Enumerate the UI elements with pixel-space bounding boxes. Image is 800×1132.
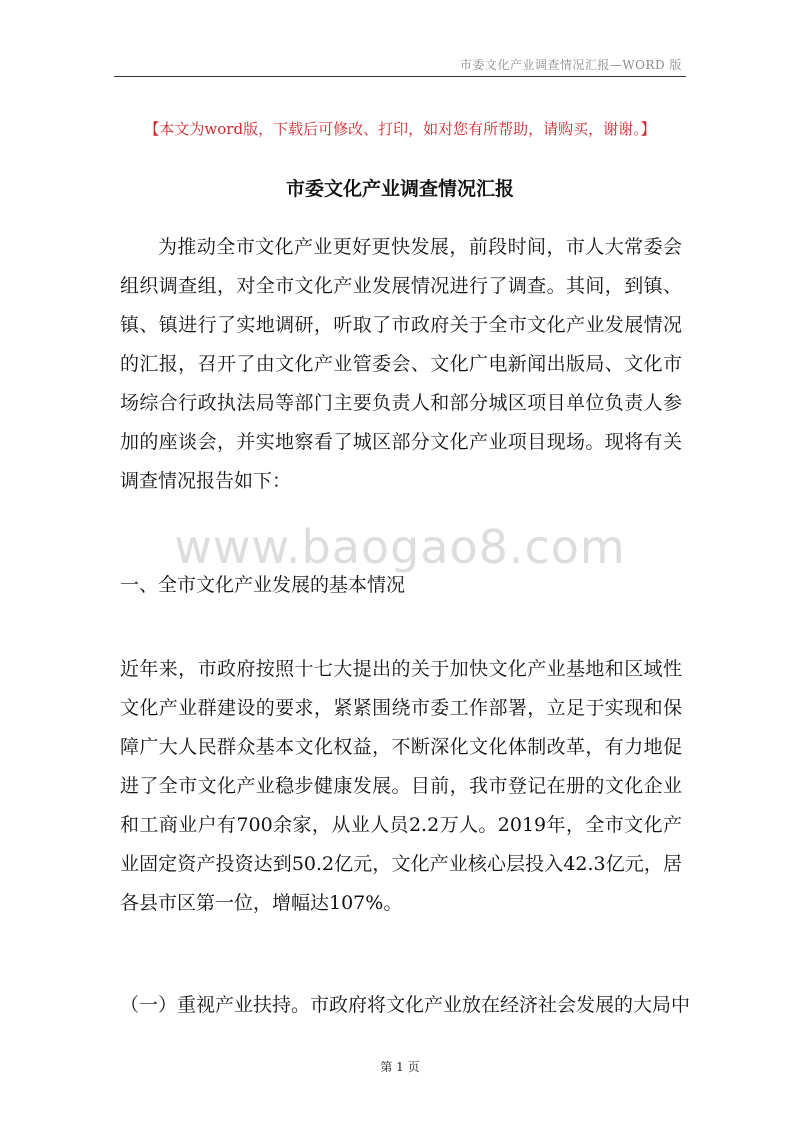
basic-situation-paragraph: 近年来，市政府按照十七大提出的关于加快文化产业基地和区域性文化产业群建设的要求，紧紧围绕市委工作部署，立足于实现和保障广大人民群众基本文化权益，不断深化文化体制改革，有力地促进了全市文化产业稳步健康发展。目前，我市登记在册的文化企业和工商业户有700余家，从业人员2.2万人。2019年，全市文化产业固定资产投资达到50.2亿元，文化产业核心层投入42.3亿元，居各县市区第一位，增幅达107%。 xyxy=(120,658,682,914)
document-title: 市委文化产业调查情况汇报 xyxy=(285,178,514,200)
page-number: 第 1 页 xyxy=(380,1060,420,1074)
intro-paragraph: 为推动全市文化产业更好更快发展，前段时间，市人大常委会组织调查组，对全市文化产业发展情况进行了调查。其间，到镇、镇、镇进行了实地调研，听取了市政府关于全市文化产业发展情况的汇报，召开了由文化产业管委会、文化广电新闻出版局、文化市场综合行政执法局等部门主要负责人和部分城区项目单位负责人参加的座谈会，并实地察看了城区部分文化产业项目现场。现将有关调查情况报告如下： xyxy=(120,236,682,492)
header-divider xyxy=(114,76,686,77)
support-paragraph: （一）重视产业扶持。市政府将文化产业放在经济社会发展的大局中 xyxy=(120,994,691,1016)
running-header: 市委文化产业调查情况汇报—WORD 版 xyxy=(459,58,682,72)
watermark: www.baogao8.com xyxy=(174,520,626,574)
purchase-notice: 【本文为word版，下载后可修改、打印，如对您有所帮助，请购买，谢谢。】 xyxy=(144,120,656,138)
section-heading: 一、全市文化产业发展的基本情况 xyxy=(120,574,406,596)
